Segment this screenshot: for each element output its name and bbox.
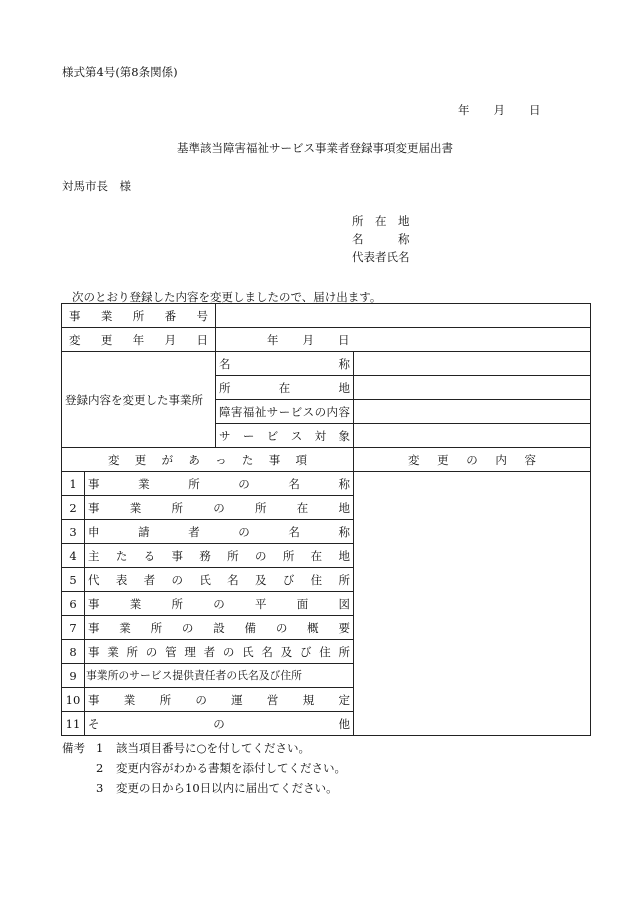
registered-office-address-field[interactable] <box>354 376 591 400</box>
note-text: 該当項目番号に○を付してください。 <box>116 741 311 755</box>
submission-date <box>458 102 541 118</box>
note-item <box>62 778 346 798</box>
change-date-field[interactable] <box>216 328 591 352</box>
item-number[interactable]: 11 <box>62 712 85 736</box>
item-number[interactable]: 6 <box>62 592 85 616</box>
note-number: 2 <box>96 761 104 775</box>
item-label: 代表者の氏名及び住所 <box>88 572 350 587</box>
addressee: 対馬市長 様 <box>62 179 131 193</box>
applicant-name-label: 名 称 <box>352 232 410 246</box>
office-number-field[interactable] <box>216 304 591 328</box>
change-form-table <box>61 303 591 736</box>
change-date-year: 年 <box>267 332 279 347</box>
note-number: 1 <box>96 741 104 755</box>
note-number: 3 <box>96 781 104 795</box>
registered-office-name-field[interactable] <box>354 352 591 376</box>
item-label: 事業所の設備の概要 <box>88 620 350 635</box>
applicant-representative-label: 代表者氏名 <box>352 250 410 264</box>
applicant-block <box>352 212 410 266</box>
date-day-label: 日 <box>529 103 541 117</box>
item-number[interactable]: 8 <box>62 640 85 664</box>
item-label: 事業所の名称 <box>88 476 350 491</box>
office-number-row <box>62 304 591 328</box>
item-label: 申請者の名称 <box>88 524 350 539</box>
registered-office-row-name <box>62 352 591 376</box>
item-label: 事業所の管理者の氏名及び住所 <box>88 644 350 659</box>
note-item <box>62 738 346 758</box>
registered-office-address-label: 所在地 <box>219 380 350 395</box>
item-label: 事業所の所在地 <box>88 500 350 515</box>
date-year-label: 年 <box>458 103 470 117</box>
registered-office-name-label: 名称 <box>219 356 350 371</box>
notes-label: 備考 <box>62 741 85 755</box>
item-number[interactable]: 7 <box>62 616 85 640</box>
table-row <box>62 472 591 496</box>
registered-office-label: 登録内容を変更した事業所 <box>62 352 216 448</box>
item-number[interactable]: 3 <box>62 520 85 544</box>
notes-block <box>62 738 346 798</box>
applicant-address-label: 所 在 地 <box>352 214 410 228</box>
registered-office-service-field[interactable] <box>354 400 591 424</box>
change-date-row <box>62 328 591 352</box>
item-number[interactable]: 5 <box>62 568 85 592</box>
note-item <box>62 758 346 778</box>
form-number: 様式第4号(第8条関係) <box>62 65 178 79</box>
registered-office-service-label: 障害福祉サービスの内容 <box>219 404 350 419</box>
note-text: 変更内容がわかる書類を添付してください。 <box>116 761 346 775</box>
item-number[interactable]: 10 <box>62 688 85 712</box>
change-content-header: 変更の内容 <box>408 452 536 467</box>
change-date-day: 日 <box>338 332 350 347</box>
change-date-label: 変更年月日 <box>69 332 208 347</box>
item-number[interactable]: 9 <box>62 664 85 688</box>
document-title: 基準該当障害福祉サービス事業者登録事項変更届出書 <box>177 141 453 155</box>
change-date-month: 月 <box>302 332 314 347</box>
registered-office-target-label: サービス対象 <box>219 428 350 443</box>
item-number[interactable]: 2 <box>62 496 85 520</box>
item-label: 事業所の運営規定 <box>88 692 350 707</box>
item-label: 事業所のサービス提供責任者の氏名及び住所 <box>86 669 302 682</box>
item-label: 事業所の平面図 <box>88 596 350 611</box>
change-content-field[interactable] <box>354 472 591 736</box>
item-label: その他 <box>88 716 350 731</box>
date-month-label: 月 <box>493 103 505 117</box>
office-number-label: 事業所番号 <box>69 308 208 323</box>
note-text: 変更の日から10日以内に届出てください。 <box>116 781 338 795</box>
registered-office-target-field[interactable] <box>354 424 591 448</box>
section-header-row <box>62 448 591 472</box>
item-number[interactable]: 1 <box>62 472 85 496</box>
intro-text: 次のとおり登録した内容を変更しましたので、届け出ます。 <box>72 290 382 304</box>
item-label: 主たる事務所の所在地 <box>88 548 350 563</box>
changed-items-header: 変更があった事項 <box>108 452 307 467</box>
item-number[interactable]: 4 <box>62 544 85 568</box>
